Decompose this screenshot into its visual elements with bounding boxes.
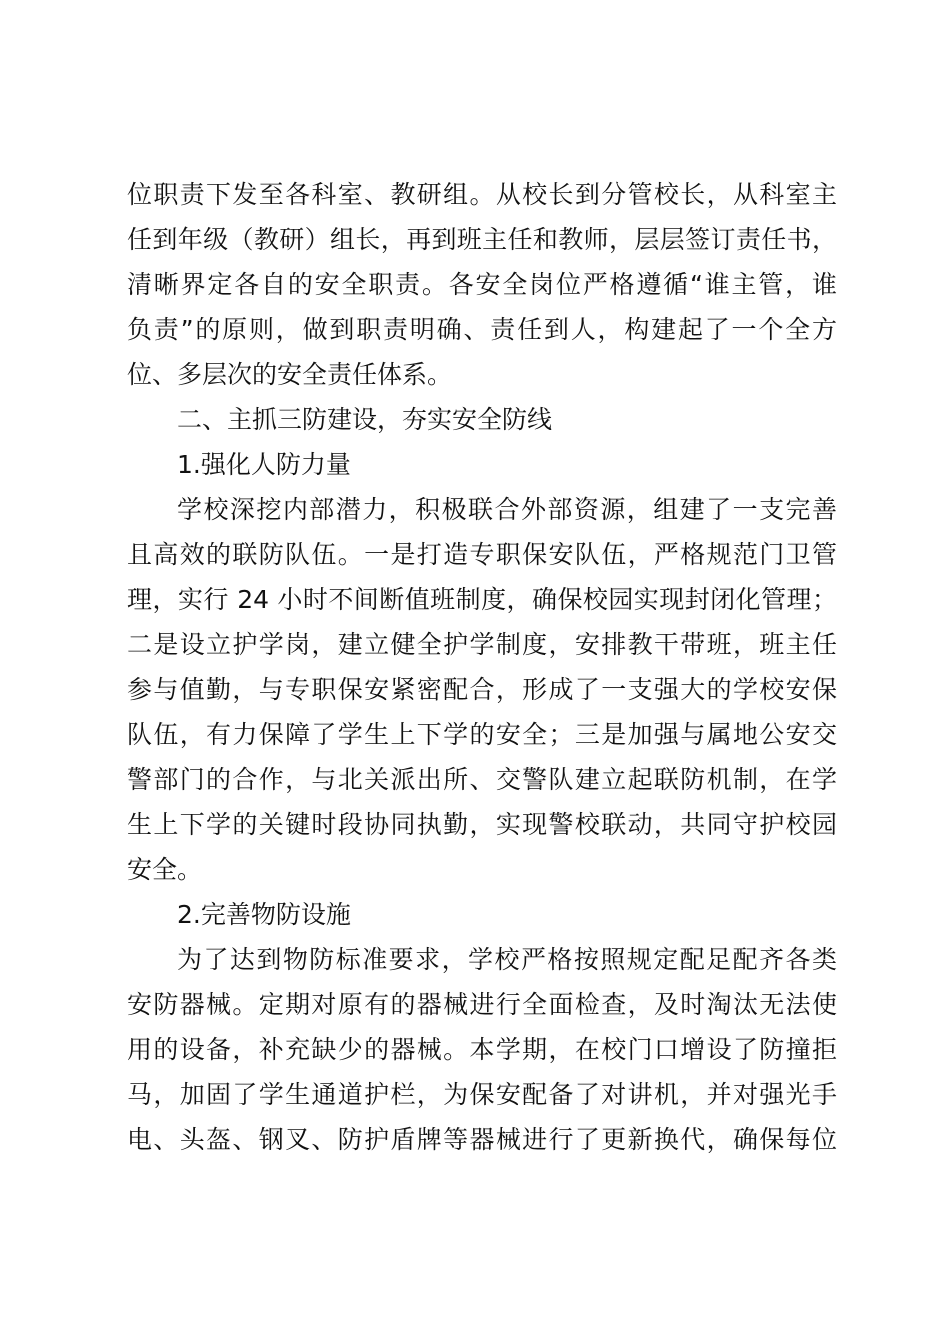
paragraph-3-line-4: 马，加固了学生通道护栏，为保安配备了对讲机，并对强光手: [127, 1080, 837, 1109]
paragraph-3-line-1: 为了达到物防标准要求，学校严格按照规定配足配齐各类: [177, 945, 837, 974]
paragraph-3-line-2: 安防器械。定期对原有的器械进行全面检查，及时淘汰无法使: [127, 990, 837, 1019]
paragraph-1-line-5: 位、多层次的安全责任体系。: [127, 360, 453, 389]
paragraph-1-line-4: 负责”的原则，做到职责明确、责任到人，构建起了一个全方: [127, 315, 837, 344]
document-body: [127, 172, 837, 1162]
paragraph-1-line-2: 任到年级（教研）组长，再到班主任和教师，层层签订责任书，: [127, 225, 837, 254]
paragraph-2-line-9: 安全。: [127, 855, 203, 884]
paragraph-3-line-5: 电、头盔、钢叉、防护盾牌等器械进行了更新换代，确保每位: [127, 1125, 837, 1154]
section-heading: 二、主抓三防建设，夯实安全防线: [177, 405, 553, 434]
subsection-heading-2: 2.完善物防设施: [177, 900, 351, 929]
paragraph-2-line-7: 警部门的合作，与北关派出所、交警队建立起联防机制，在学: [127, 765, 837, 794]
paragraph-3-line-3: 用的设备，补充缺少的器械。本学期，在校门口增设了防撞拒: [127, 1035, 837, 1064]
paragraph-2-line-4: 二是设立护学岗，建立健全护学制度，安排教干带班，班主任: [127, 630, 837, 659]
subsection-heading-1: 1.强化人防力量: [177, 450, 351, 479]
paragraph-2-line-8: 生上下学的关键时段协同执勤，实现警校联动，共同守护校园: [127, 810, 837, 839]
paragraph-2-line-6: 队伍，有力保障了学生上下学的安全；三是加强与属地公安交: [127, 720, 837, 749]
paragraph-2-line-3: 理，实行 24 小时不间断值班制度，确保校园实现封闭化管理；: [127, 585, 837, 614]
paragraph-2-line-1: 学校深挖内部潜力，积极联合外部资源，组建了一支完善: [177, 495, 837, 524]
paragraph-1-line-3: 清晰界定各自的安全职责。各安全岗位严格遵循“谁主管，谁: [127, 270, 837, 299]
paragraph-1-line-1: 位职责下发至各科室、教研组。从校长到分管校长，从科室主: [127, 180, 837, 209]
paragraph-2-line-5: 参与值勤，与专职保安紧密配合，形成了一支强大的学校安保: [127, 675, 837, 704]
paragraph-2-line-2: 且高效的联防队伍。一是打造专职保安队伍，严格规范门卫管: [127, 540, 837, 569]
